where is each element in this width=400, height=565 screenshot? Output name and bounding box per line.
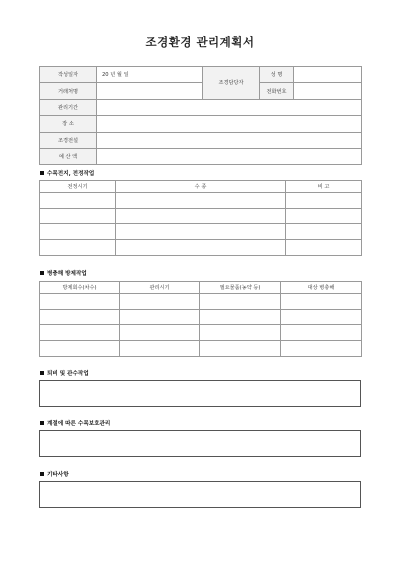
pest-header-time: 관리시기 (120, 282, 200, 294)
info-table (39, 66, 362, 165)
square-bullet-icon (40, 271, 44, 275)
pest-header-supplies: 필요물품(농약 등) (200, 282, 281, 294)
table-row (40, 294, 362, 310)
date-label: 작성일자 (40, 67, 97, 83)
pest-table (39, 281, 362, 357)
section-pruning: 수목전지, 전정작업 (40, 169, 94, 177)
seasonal-box[interactable] (39, 430, 361, 457)
period-field[interactable] (97, 99, 362, 115)
section-seasonal: 계절에 따른 수목보호관리 (40, 419, 110, 427)
section-other: 기타사항 (40, 470, 69, 478)
budget-field[interactable] (97, 148, 362, 164)
section-pest: 병충해 방제작업 (40, 269, 87, 277)
square-bullet-icon (40, 421, 44, 425)
table-row (40, 208, 362, 224)
page-title: 조경환경 관리계획서 (145, 35, 255, 49)
date-field[interactable]: 20 년 월 일 (97, 67, 203, 83)
table-row (40, 240, 362, 256)
client-field[interactable] (97, 83, 203, 99)
place-field[interactable] (97, 116, 362, 132)
pruning-header-note: 비 고 (286, 181, 362, 193)
table-row (40, 309, 362, 325)
square-bullet-icon (40, 371, 44, 375)
facility-label: 조경전설 (40, 132, 97, 148)
square-bullet-icon (40, 171, 44, 175)
client-label: 거래처명 (40, 83, 97, 99)
table-row (40, 224, 362, 240)
other-box[interactable] (39, 481, 361, 508)
name-label: 성 명 (260, 67, 294, 83)
table-row (40, 341, 362, 357)
place-label: 장 소 (40, 116, 97, 132)
pruning-header-time: 전정시기 (40, 181, 116, 193)
period-label: 관리기간 (40, 99, 97, 115)
manager-label: 조경담당자 (203, 67, 260, 100)
name-field[interactable] (294, 67, 362, 83)
pest-header-count: 방제회수(차수) (40, 282, 120, 294)
facility-field[interactable] (97, 132, 362, 148)
phone-label: 전화번호 (260, 83, 294, 99)
table-row (40, 193, 362, 209)
square-bullet-icon (40, 472, 44, 476)
pruning-header-species: 수 종 (116, 181, 286, 193)
table-row (40, 325, 362, 341)
pest-header-target: 대상 병충해 (281, 282, 362, 294)
fertilize-box[interactable] (39, 380, 361, 407)
budget-label: 예 산 액 (40, 148, 97, 164)
pruning-table (39, 180, 362, 256)
section-fertilize: 퇴비 및 관수작업 (40, 369, 89, 377)
phone-field[interactable] (294, 83, 362, 99)
